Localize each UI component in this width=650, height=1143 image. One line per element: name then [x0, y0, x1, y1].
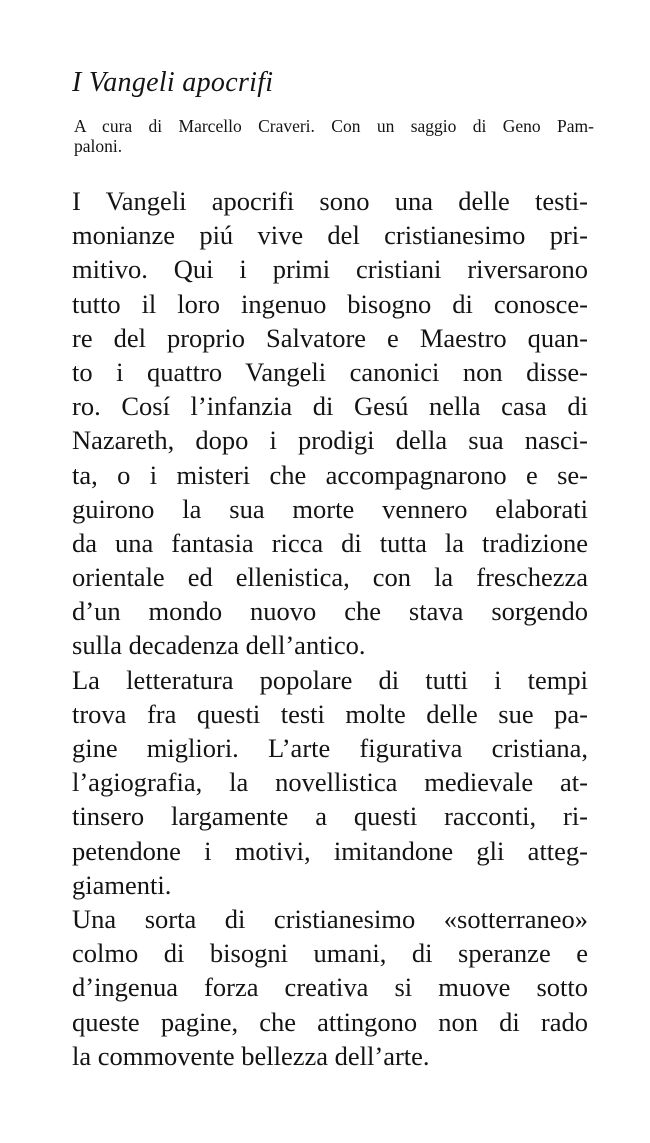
- text-line: colmo di bisogni umani, di speranze e: [72, 938, 588, 969]
- text-line: la commovente bellezza dell’arte.: [72, 1040, 430, 1071]
- text-line: La letteratura popolare di tutti i tempi: [72, 664, 588, 695]
- text-line: da una fantasia ricca di tutta la tradizione: [72, 527, 588, 558]
- book-title: I Vangeli apocrifi: [72, 67, 274, 98]
- text-line: ro. Cosí l’infanzia di Gesú nella casa di: [72, 391, 588, 422]
- text-line: monianze piú vive del cristianesimo pri-: [72, 220, 588, 251]
- text-line: giamenti.: [72, 869, 172, 900]
- text-line: to i quattro Vangeli canonici non disse-: [72, 356, 588, 387]
- text-line: Nazareth, dopo i prodigi della sua nasci-: [72, 425, 588, 456]
- text-line: l’agiografia, la novellistica medievale at-: [72, 767, 588, 798]
- text-line: ta, o i misteri che accompagnarono e se-: [72, 459, 588, 490]
- text-line: sulla decadenza dell’antico.: [72, 630, 366, 661]
- text-line: d’un mondo nuovo che stava sorgendo: [72, 596, 588, 627]
- text-line: d’ingenua forza creativa si muove sotto: [72, 972, 588, 1003]
- editor-credit: [74, 116, 594, 156]
- text-line: petendone i motivi, imitandone gli atteg-: [72, 835, 588, 866]
- text-line: mitivo. Qui i primi cristiani riversarono: [72, 254, 588, 285]
- text-line: Una sorta di cristianesimo «sotterraneo»: [72, 903, 588, 934]
- text-line: guirono la sua morte vennero elaborati: [72, 493, 588, 524]
- text-line: gine migliori. L’arte figurativa cristiana,: [72, 733, 588, 763]
- text-line: trova fra questi testi molte delle sue pa-: [72, 698, 588, 729]
- text-line: re del proprio Salvatore e Maestro quan-: [72, 322, 588, 353]
- text-line: I Vangeli apocrifi sono una delle testi-: [72, 186, 588, 216]
- blurb-text: [72, 184, 588, 1073]
- credit-line: A cura di Marcello Craveri. Con un saggio di Geno Pam-: [74, 116, 594, 136]
- credit-line: paloni.: [74, 136, 123, 156]
- text-line: queste pagine, che attingono non di rado: [72, 1006, 588, 1037]
- text-line: tutto il loro ingenuo bisogno di conosce-: [72, 288, 588, 319]
- text-line: tinsero largamente a questi racconti, ri-: [72, 801, 588, 832]
- text-line: orientale ed ellenistica, con la freschezza: [72, 562, 588, 593]
